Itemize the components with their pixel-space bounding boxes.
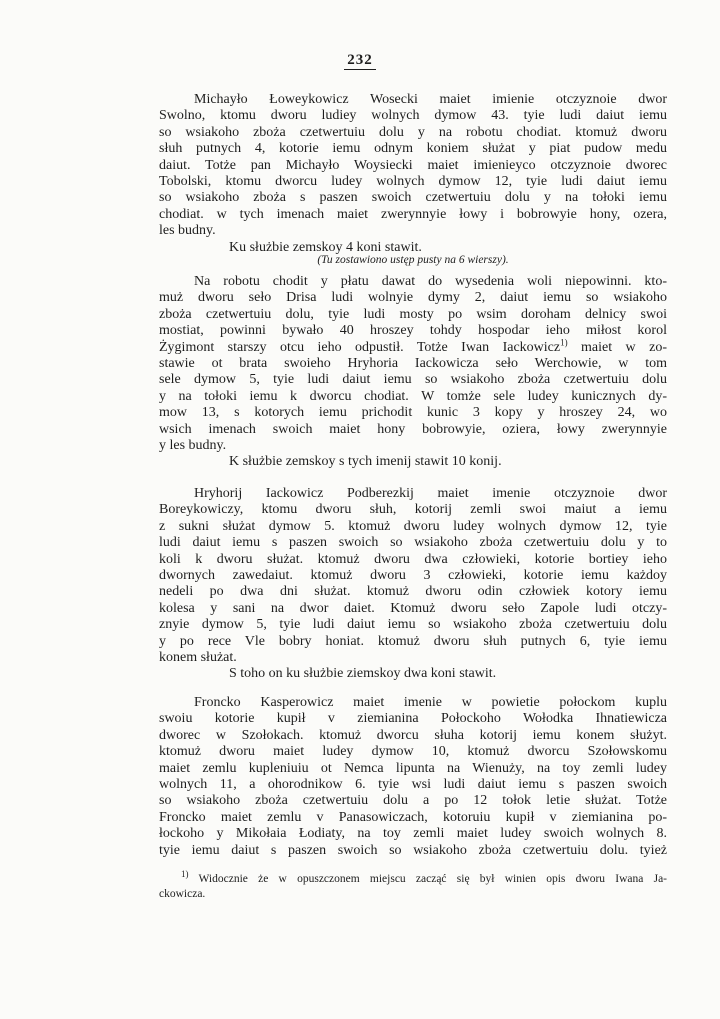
text-line: kolesa y sani na dwor daiet. Ktomuż dworu seło Zapole ludi otczy- <box>159 600 667 616</box>
text-line: koli k dworu służat. ktomuż dworu dwa człowieki, kotorie bortiey ieho <box>159 551 667 567</box>
text-line: so wsiakoho zboża czetwertuiu dolu a po 12 tołok letie służat. Totże <box>159 793 667 809</box>
text-line: znyie dymow 5, tyie ludi daiut iemu so wsiakoho zboża czetwertuiu dolu <box>159 617 667 633</box>
footnote-line: ckowicza. <box>159 887 206 900</box>
text-line: Froncko Kasperowicz maiet imenie w powietie połockom kuplu <box>194 695 667 710</box>
gap-note: (Tu zostawiono ustęp pusty na 6 wierszy). <box>317 254 509 266</box>
text-line: y po rece Vle bobry honiat. ktomuż dworu słuh putnych 6, tyie iemu <box>159 633 667 649</box>
text-line: Tobolski, ktomu dworcu ludey wolnych dymow 12, tyie ludi daiut iemu <box>159 173 667 189</box>
text-line-with-footnote: Żygimont starszy otcu ieho odpustił. Totże Iwan Iackowicz$^{1)}$ maiet w zo- <box>159 336 667 355</box>
text-line: stawie ot brata swoieho Hryhoria Iackowicza seło Werchowie, w tom <box>159 355 667 371</box>
text-line: y les budny. <box>159 437 227 453</box>
text-line: les budny. <box>159 223 216 239</box>
text-line: słuh putnych 4, kotorie iemu odnym koniem służat y piat pudow medu <box>159 141 667 157</box>
text-line: łockoho y Mikołaia Łodiaty, na toy zemli maiet ludey swoich wolnych 8. <box>159 826 667 842</box>
text-line: dworec w Szołokach. ktomuż dworcu słuha kotorij iemu konem służyt. <box>159 727 667 743</box>
text-line: wsich imenach swoich maiet hony bobrowyie, oziera, łowy zwerynnyie <box>159 421 667 437</box>
page-number: 232 <box>0 52 720 69</box>
text-line: daiut. Totże pan Michayło Woysiecki maiet imienieyco otczyznoie dworec <box>159 157 667 173</box>
text-line: z sukni służat dymow 5. ktomuż dworu ludey wolnych dymow 12, tyie <box>159 518 667 534</box>
footnote <box>159 869 667 901</box>
text-line: so wsiakoho zboża s paszen swoich czetwertuiu dolu y na tołoki iemu <box>159 190 667 206</box>
section-hryhorij <box>159 486 667 683</box>
text-line: ludi daiut iemu s paszen swoich so wsiakoho zboża czetwertuiu dolu y to <box>159 535 667 551</box>
text-line: nedeli po dwa dni służat. ktomuż dworu odin człowiek kotory iemu <box>159 584 667 600</box>
text-line: Michayło Łoweykowicz Wosecki maiet imienie otczyznoie dwor <box>194 92 667 107</box>
footnote-line: $^{1)}$ Widocznie że w opuszczonem miejscu zacząć się był winien opis dworu Iwana Ja- <box>181 869 667 885</box>
closing-line: K służbie zemskoy s tych imenij stawit 10 konij. <box>229 454 502 470</box>
text-line: sele dymow 5, tyie ludi daiut iemu so wsiakoho zboża czetwertuiu dolu <box>159 372 667 388</box>
text-line: maiet zemlu kupleniuiu ot Nemca lipunta na Wienuży, na toy zemli ludey <box>159 760 667 776</box>
text-line: ktomuż dworu maiet ludey dymow 10, ktomuż dworcu Szołowskomu <box>159 744 667 760</box>
text-line: mostiat, powinni bywało 40 hroszey tohdy hospodar ieho miłost korol <box>159 323 667 339</box>
closing-line: Ku służbie zemskoy 4 koni stawit. <box>229 239 422 255</box>
text-line: so wsiakoho zboża czetwertuiu dolu y na robotu chodiat. ktomuż dworu <box>159 124 667 140</box>
section-michaylo <box>159 92 667 256</box>
section-froncko <box>159 695 667 859</box>
section-iwan <box>159 274 667 471</box>
text-line: tyie iemu daiut s paszen swoich so wsiakoho zboża czetwertuiu dolu. tyież <box>159 842 667 858</box>
text-line: Na robotu chodit y płatu dawat do wysedenia woli niepowinni. kto- <box>194 274 667 289</box>
text-line: Froncko maiet zemlu v Panasowiczach, kotoruiu kupił v ziemianina po- <box>159 809 667 825</box>
text-line: chodiat. w tych imenach maiet zwerynnyie łowy i bobrowyie hony, ozera, <box>159 206 667 222</box>
text-line: Swolno, ktomu dworu ludiey wolnych dymow 43. tyie ludi daiut iemu <box>159 108 667 124</box>
text-line: wolnych 11, a ohorodnikow 6. tyie wsi ludi daiut iemu s paszen swoich <box>159 776 667 792</box>
text-line: Boreykowiczy, ktomu dworu słuh, kotorij zemli swoi maiut a iemu <box>159 502 667 518</box>
text-line: mow 13, s kotorych iemu prichodit kunic 3 kopy y hroszey 24, wo <box>159 405 667 421</box>
footnote-marker: 1) <box>560 336 568 347</box>
text-line: dwornych zawedaiut. ktomuż dworu 3 człowieki, kotorie iemu każdoy <box>159 567 667 583</box>
text-line: Hryhorij Iackowicz Podberezkij maiet imenie otczyznoie dwor <box>194 486 667 501</box>
text-line: muż dworu seło Drisa ludi wolnyie dymy 2, daiut iemu so wsiakoho <box>159 290 667 306</box>
closing-line: S toho on ku służbie ziemskoy dwa koni stawit. <box>229 666 497 682</box>
text-line: zboża czetwertuiu dolu, tyie ludi mosty po wsim doroham delnicy swoi <box>159 306 667 322</box>
text-line: konem służat. <box>159 649 237 665</box>
footnote-marker: 1) <box>181 869 189 880</box>
text-line: y na tołoki iemu k dworcu chodiat. W tomże sele ludey kunicznych dy- <box>159 388 667 404</box>
text-line: swoiu kotorie kupił v ziemianina Połockoho Wołodka Ihnatiewicza <box>159 711 667 727</box>
